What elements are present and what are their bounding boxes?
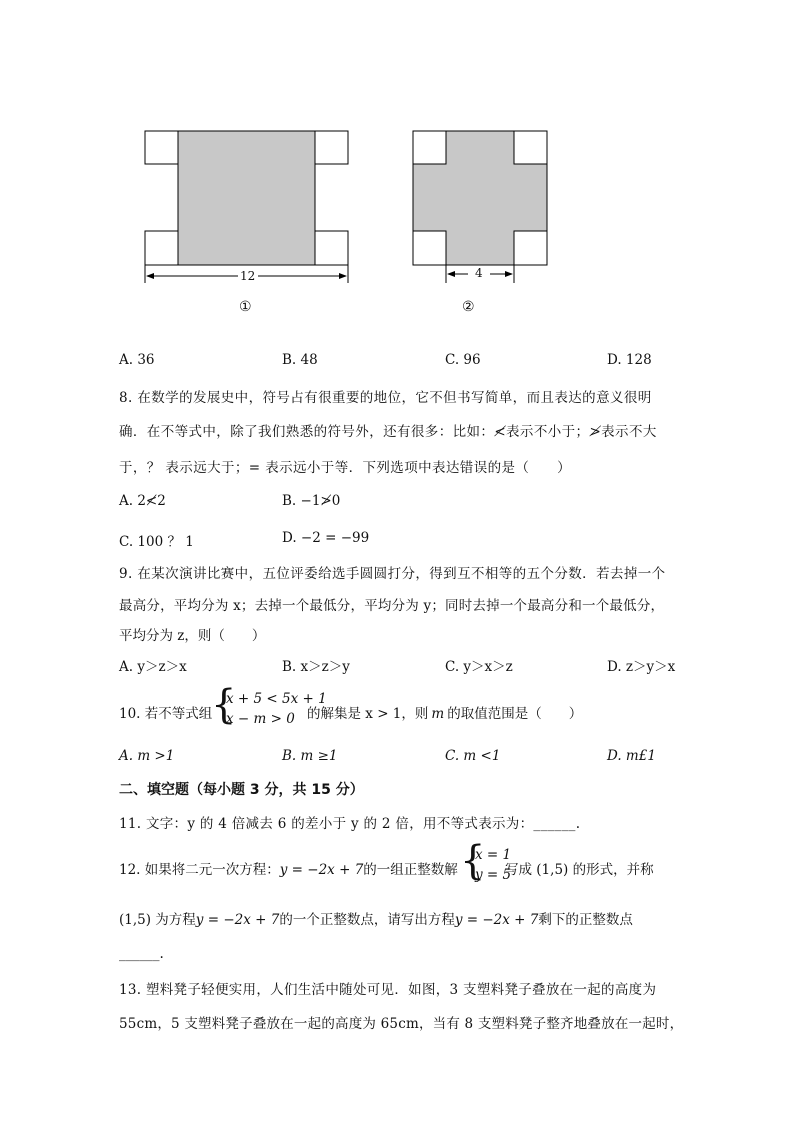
section-2-title: 二、填空题（每小题 3 分，共 15 分） (119, 782, 364, 798)
q8-option-b: B. −1≯0 (282, 493, 341, 509)
q12-line-2-equation: y = −2x + 7 (195, 912, 280, 928)
figure-1-corner-tr (315, 131, 348, 164)
q9-option-b: B. x＞z＞y (282, 659, 350, 675)
q7-option-a: A. 36 (119, 352, 155, 368)
q12-line-2 (119, 908, 633, 928)
q9-option-a: A. y＞z＞x (119, 659, 187, 675)
q10-option-c: C. m <1 (445, 748, 501, 764)
q10-rest (307, 702, 582, 722)
q12-prefix: 12. 如果将二元一次方程： (119, 862, 280, 878)
q7-option-d: D. 128 (607, 352, 652, 368)
q10-inequality-2: x − m > 0 (226, 711, 295, 727)
figure-2-caption: ② (462, 299, 475, 315)
q12-line-2c: 剩下的正整数点 (538, 912, 633, 928)
q13-line-1: 13. 塑料凳子轻便实用，人们生活中随处可见．如图，3 支塑料凳子叠放在一起的高度为 (119, 982, 657, 998)
q7-option-c: C. 96 (445, 352, 481, 368)
q12-line-2b: 的一个正整数点，请写出方程 (279, 912, 455, 928)
q12-equation: y = −2x + 7 (279, 862, 364, 878)
q10-option-d: D. m£1 (607, 748, 656, 764)
figure-1 (145, 131, 348, 283)
not-less-than-symbol: ≮ (494, 424, 507, 440)
q10-system-brace: { (211, 682, 237, 728)
q8-line-1: 8. 在数学的发展史中，符号占有很重要的地位，它不但书写简单，而且表达的意义很明 (119, 390, 652, 406)
q8-option-d: D. −2 = −99 (282, 530, 370, 546)
q11-text: 11. 文字：y 的 4 倍减去 6 的差小于 y 的 2 倍，用不等式表示为：______. (119, 816, 581, 832)
q12-suffix: 写成 (1,5) 的形式，并称 (505, 862, 654, 878)
q8-option-c: C. 100 ？ 1 (119, 534, 194, 550)
q13-line-2: 55cm，5 支塑料凳子叠放在一起的高度为 65cm，当有 8 支塑料凳子整齐地叠放在一起时， (119, 1016, 684, 1032)
q7-option-b: B. 48 (282, 352, 318, 368)
figure-2-corner-tl (413, 131, 446, 164)
q10-suffix: 的取值范围是（ ） (447, 706, 583, 722)
q9-line-1: 9. 在某次演讲比赛中，五位评委给选手圆圆打分，得到互不相等的五个分数．若去掉一个 (119, 566, 666, 582)
q12-solution-brace: { (460, 838, 486, 884)
q10-inequality-1: x + 5 < 5x + 1 (226, 691, 327, 707)
figure-1-shaded-square (178, 131, 315, 265)
q10-option-a: A. m >1 (119, 748, 175, 764)
figure-2-corner-bl (413, 231, 446, 265)
q9-option-c: C. y＞x＞z (445, 659, 513, 675)
figure-2-dimension-label: 4 (475, 266, 483, 280)
figure-2 (413, 131, 547, 283)
q12-solution-x: x = 1 (475, 847, 512, 863)
figure-1-corner-tl (145, 131, 178, 164)
q10-variable: m (431, 706, 445, 722)
q12-middle: 的一组正整数解 (363, 862, 458, 878)
figure-2-corner-br (514, 231, 547, 265)
figure-1-dimension-label: 12 (240, 269, 256, 283)
q10-prefix: 10. 若不等式组 (119, 706, 213, 722)
q8-line-2a: 确．在不等式中，除了我们熟悉的符号外，还有很多：比如： (119, 424, 495, 440)
q10-option-b: B. m ≥1 (282, 748, 338, 764)
figure-1-caption: ① (239, 299, 252, 315)
q12-line-2a: (1,5) 为方程 (119, 912, 196, 928)
q12-solution-y: y = 5 (475, 867, 512, 883)
q12-line-2-equation-2: y = −2x + 7 (454, 912, 539, 928)
q8-option-a: A. 2≮2 (119, 493, 166, 509)
q9-option-d: D. z＞y＞x (607, 659, 676, 675)
q12-answer-blank: ______. (119, 946, 164, 962)
not-greater-than-symbol: ≯ (589, 424, 602, 440)
q8-line-2 (119, 420, 657, 440)
q12-line-1-prefix (119, 858, 458, 878)
q10-middle: 的解集是 x > 1，则 (307, 706, 429, 722)
figure-1-corner-br (315, 231, 348, 265)
q8-line-2c: 表示不大 (601, 424, 657, 440)
square-cutting-figure (0, 0, 794, 330)
q8-line-2b: 表示不小于； (506, 424, 590, 440)
figure-2-corner-tr (514, 131, 547, 164)
q9-line-2: 最高分，平均分为 x；去掉一个最低分，平均分为 y；同时去掉一个最高分和一个最低分， (119, 598, 665, 614)
q8-line-3: 于，？ 表示远大于；= 表示远小于等．下列选项中表达错误的是（ ） (119, 460, 571, 476)
figure-1-corner-bl (145, 231, 178, 265)
q9-line-3: 平均分为 z，则（ ） (119, 628, 266, 644)
